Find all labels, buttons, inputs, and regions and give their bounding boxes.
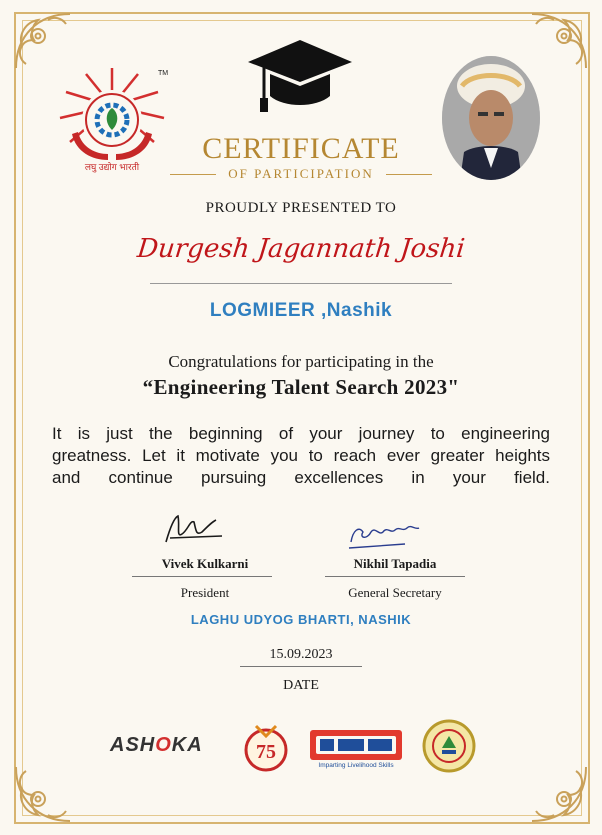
certificate-subtitle-block <box>170 166 432 182</box>
graduation-cap-icon <box>244 30 356 120</box>
college-seal-logo <box>420 718 478 774</box>
amt-logo <box>308 726 404 766</box>
certificate-subtitle: OF PARTICIPATION <box>228 166 374 181</box>
signature-rule <box>132 576 272 577</box>
ashoka-logo-text: KA <box>171 734 203 756</box>
message-line: and continue pursuing excellences in your field. <box>52 468 550 487</box>
signatory-name: Vivek Kulkarni <box>161 556 249 571</box>
name-underline <box>150 283 452 284</box>
message-line: It is just the beginning of your journey to engineering <box>52 424 550 443</box>
logo-hindi-text: लघु उद्योग भारती <box>84 162 140 172</box>
anniversary-number: 75 <box>256 741 276 763</box>
corner-ornament-icon <box>524 759 594 829</box>
signature-president <box>160 508 240 548</box>
ashoka-logo-o: O <box>155 734 172 756</box>
signatory-role: President <box>180 585 230 600</box>
date-rule <box>240 666 362 667</box>
signature-rule <box>325 576 465 577</box>
recipient-organization: LOGMIEER ,Nashik <box>209 300 393 321</box>
portrait-image <box>442 56 540 180</box>
anniversary-75-logo <box>238 718 294 778</box>
ashoka-logo-text: ASH <box>110 734 156 756</box>
recipient-name: Durgesh Jagannath Joshi <box>135 234 467 264</box>
congratulations-line: Congratulations for participating in the <box>168 352 434 371</box>
signature-general-secretary <box>345 512 425 552</box>
corner-ornament-icon <box>8 759 78 829</box>
date-label: DATE <box>283 678 319 693</box>
signatory-name: Nikhil Tapadia <box>353 556 437 571</box>
trademark-label: TM <box>158 70 169 77</box>
message-line: greatness. Let it motivate you to reach ever greater heights <box>52 446 550 465</box>
ashoka-logo <box>110 734 203 757</box>
signatory-role: General Secretary <box>348 585 442 600</box>
message-paragraph <box>52 423 550 489</box>
presented-to-label: PROUDLY PRESENTED TO <box>205 200 397 216</box>
issue-date: 15.09.2023 <box>269 647 333 662</box>
certificate-title: CERTIFICATE <box>202 132 400 165</box>
subtitle-left-rule <box>170 174 216 175</box>
event-name: “Engineering Talent Search 2023" <box>142 375 460 399</box>
issuer-name: LAGHU UDYOG BHARTI, NASHIK <box>190 612 412 627</box>
corner-ornament-icon <box>524 6 594 76</box>
subtitle-right-rule <box>386 174 432 175</box>
amt-caption: Imparting Livelihood Skills <box>318 762 394 769</box>
